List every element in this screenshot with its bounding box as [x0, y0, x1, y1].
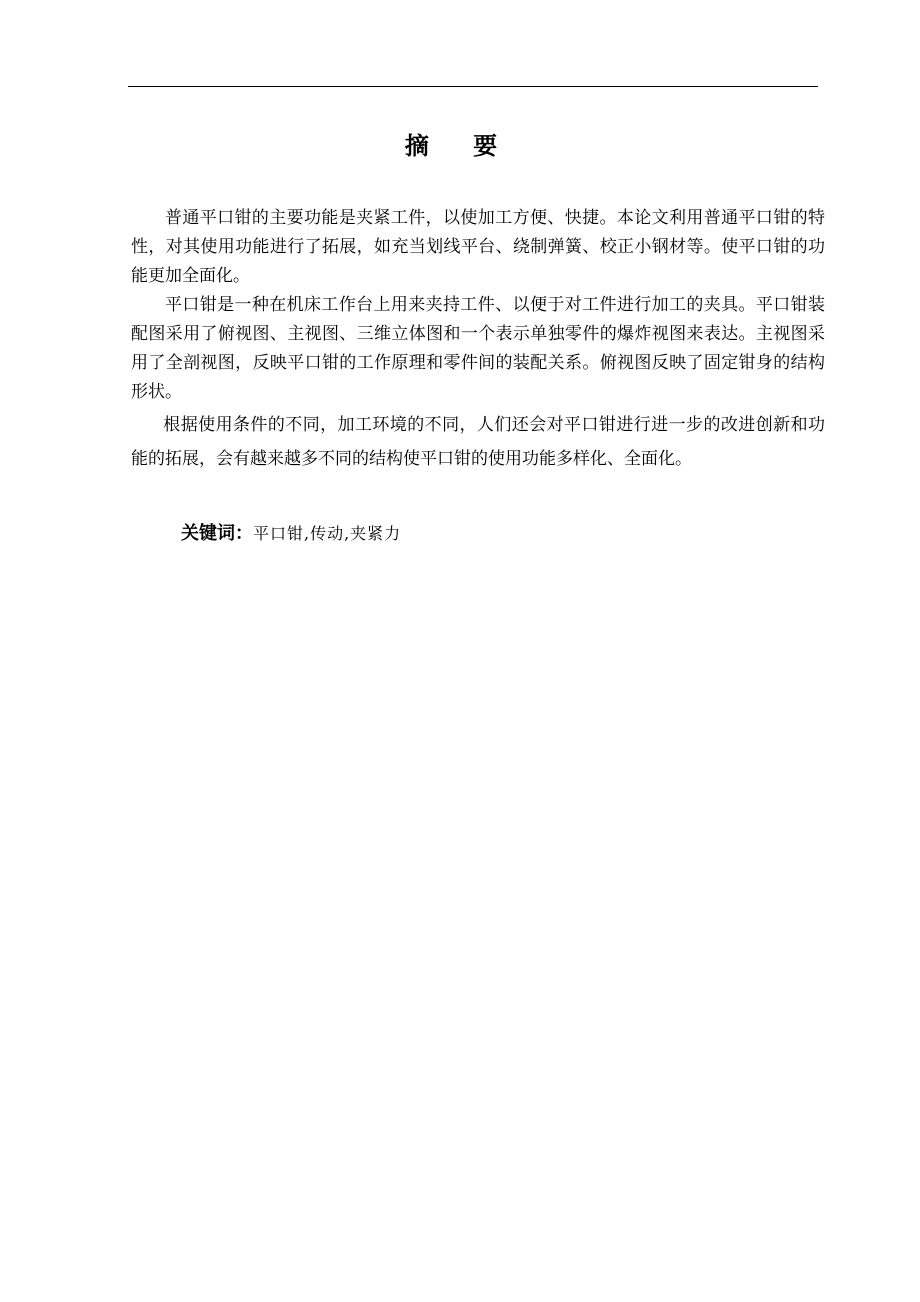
abstract-paragraph: 普通平口钳的主要功能是夹紧工件，以使加工方便、快捷。本论文利用普通平口钳的特性，对其使用功能进行了拓展，如充当划线平台、绕制弹簧、校正小钢材等。使平口钳的功能更加全面化。 — [131, 208, 825, 286]
header-rule — [128, 86, 818, 87]
keywords-line — [181, 520, 401, 548]
abstract-paragraph: 根据使用条件的不同，加工环境的不同，人们还会对平口钳进行进一步的改进创新和功能的拓展，会有越来越多不同的结构使平口钳的使用功能多样化、全面化。 — [131, 415, 825, 469]
abstract-paragraph: 平口钳是一种在机床工作台上用来夹持工件、以便于对工件进行加工的夹具。平口钳装配图采用了俯视图、主视图、三维立体图和一个表示单独零件的爆炸视图来表达。主视图采用了全剖视图，反映平口钳的工作原理和零件间的装配关系。俯视图反映了固定钳身的结构形状。 — [131, 295, 825, 402]
keywords-value: 平口钳,传动,夹紧力 — [253, 524, 402, 543]
abstract-body — [131, 204, 825, 476]
keywords-label: 关键词： — [181, 523, 253, 544]
abstract-title: 摘 要 — [404, 132, 516, 160]
